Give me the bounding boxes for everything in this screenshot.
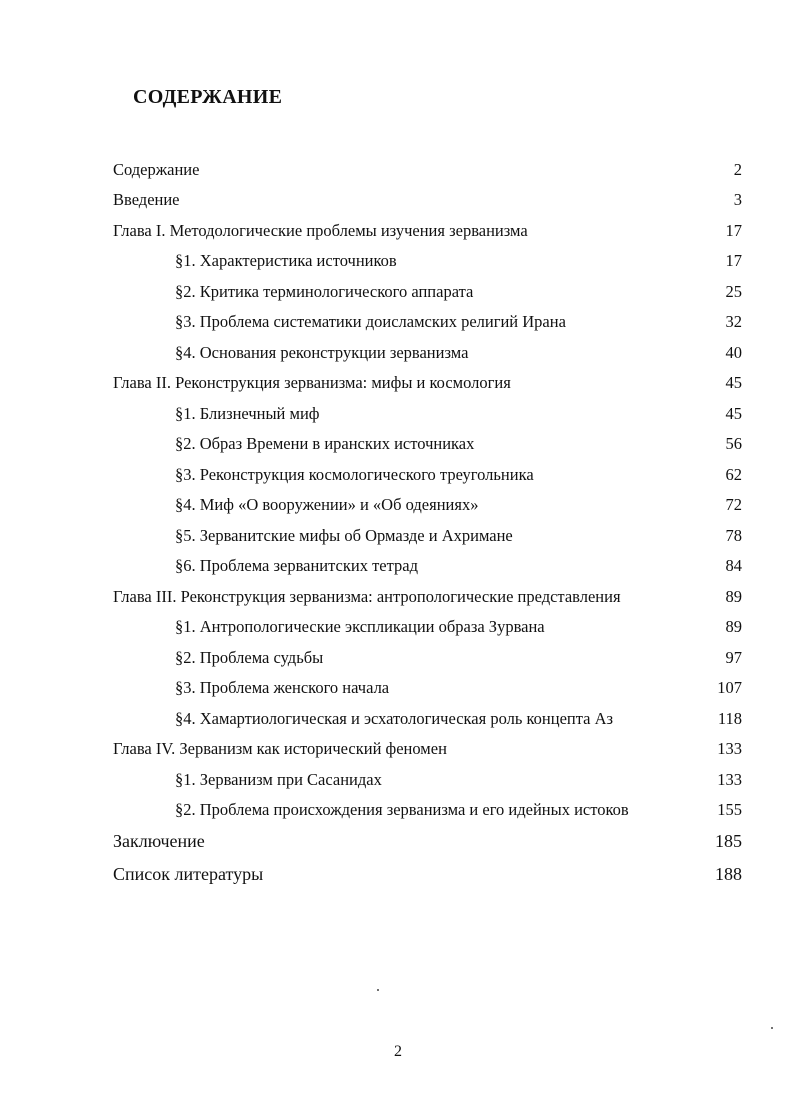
toc-chapter <box>0 585 796 609</box>
toc-entry-title: §4. Миф «О вооружении» и «Об одеяниях» <box>175 495 479 514</box>
toc-section <box>0 402 796 426</box>
toc-entry-page: 185 <box>715 831 742 851</box>
toc-entry-title: Введение <box>113 190 180 209</box>
toc-section <box>0 280 796 304</box>
toc-section <box>0 554 796 578</box>
toc-entry-page: 3 <box>733 190 742 209</box>
toc-entry-page: 72 <box>725 495 742 514</box>
toc-entry-page: 97 <box>725 648 742 667</box>
toc-entry-title: §1. Характеристика источников <box>175 251 397 270</box>
toc-entry-page: 25 <box>725 282 742 301</box>
toc-entry <box>0 188 796 212</box>
toc-entry-page: 17 <box>725 251 742 270</box>
toc-entry-title: §2. Образ Времени в иранских источниках <box>175 434 475 453</box>
toc-entry-page: 45 <box>725 373 742 392</box>
toc-section <box>0 646 796 670</box>
toc-section <box>0 310 796 334</box>
toc-entry <box>0 829 796 853</box>
toc-entry-title: §1. Зерванизм при Сасанидах <box>175 770 382 789</box>
toc-entry-page: 62 <box>725 465 742 484</box>
toc-entry-page: 40 <box>725 343 742 362</box>
toc-chapter <box>0 737 796 761</box>
toc-entry-page: 17 <box>725 221 742 240</box>
toc-section <box>0 676 796 700</box>
toc-entry-title: Содержание <box>113 160 200 179</box>
toc-entry-page: 78 <box>725 526 742 545</box>
toc-section <box>0 798 796 822</box>
toc-section <box>0 432 796 456</box>
toc-entry-page: 89 <box>725 587 742 606</box>
toc-entry-page: 56 <box>725 434 742 453</box>
toc-entry-title: Глава III. Реконструкция зерванизма: антропологические представления <box>113 587 621 606</box>
toc-entry-page: 133 <box>717 739 742 758</box>
toc-entry-title: Заключение <box>113 831 205 851</box>
toc-chapter <box>0 219 796 243</box>
toc-entry-title: Список литературы <box>113 864 264 884</box>
toc-entry-title: §6. Проблема зерванитских тетрад <box>175 556 419 575</box>
toc-section <box>0 524 796 548</box>
toc-entry-title: §2. Проблема судьбы <box>175 648 324 667</box>
toc-entry-title: §4. Основания реконструкции зерванизма <box>175 343 469 362</box>
toc-entry-page: 89 <box>725 617 742 636</box>
page-title: СОДЕРЖАНИЕ <box>133 86 283 108</box>
toc-entry-title: §2. Проблема происхождения зерванизма и его идейных истоков <box>175 800 629 819</box>
page-number: 2 <box>394 1043 402 1060</box>
toc-entry-page: 32 <box>725 312 742 331</box>
scan-speck <box>771 1027 773 1029</box>
toc-entry-page: 45 <box>725 404 742 423</box>
toc-entry-title: Глава I. Методологические проблемы изучения зерванизма <box>113 221 528 240</box>
toc-entry-page: 155 <box>717 800 742 819</box>
toc-entry <box>0 158 796 182</box>
toc-entry-title: §3. Проблема систематики доисламских религий Ирана <box>175 312 566 331</box>
toc-entry-page: 84 <box>725 556 742 575</box>
toc-entry-page: 118 <box>717 709 742 728</box>
toc-entry-page: 2 <box>733 160 742 179</box>
toc-section <box>0 341 796 365</box>
toc-entry-title: Глава IV. Зерванизм как исторический феномен <box>113 739 447 758</box>
toc-section <box>0 249 796 273</box>
toc-section <box>0 463 796 487</box>
toc-entry-title: §3. Проблема женского начала <box>175 678 390 697</box>
toc-section <box>0 493 796 517</box>
toc-section <box>0 615 796 639</box>
toc-entry-title: §5. Зерванитские мифы об Ормазде и Ахримане <box>175 526 513 545</box>
scan-speck <box>377 989 379 991</box>
toc-entry <box>0 862 796 886</box>
toc-entry-title: §1. Антропологические экспликации образа Зурвана <box>175 617 545 636</box>
toc-section <box>0 768 796 792</box>
toc-entry-title: Глава II. Реконструкция зерванизма: мифы и космология <box>113 373 511 392</box>
toc-entry-page: 107 <box>717 678 742 697</box>
toc-entry-page: 188 <box>715 864 742 884</box>
toc-chapter <box>0 371 796 395</box>
toc-entry-page: 133 <box>717 770 742 789</box>
toc-entry-title: §4. Хамартиологическая и эсхатологическая роль концепта Аз <box>175 709 614 728</box>
toc-entry-title: §3. Реконструкция космологического треугольника <box>175 465 534 484</box>
toc-entry-title: §2. Критика терминологического аппарата <box>175 282 474 301</box>
toc-entry-title: §1. Близнечный миф <box>175 404 320 423</box>
toc-section <box>0 707 796 731</box>
